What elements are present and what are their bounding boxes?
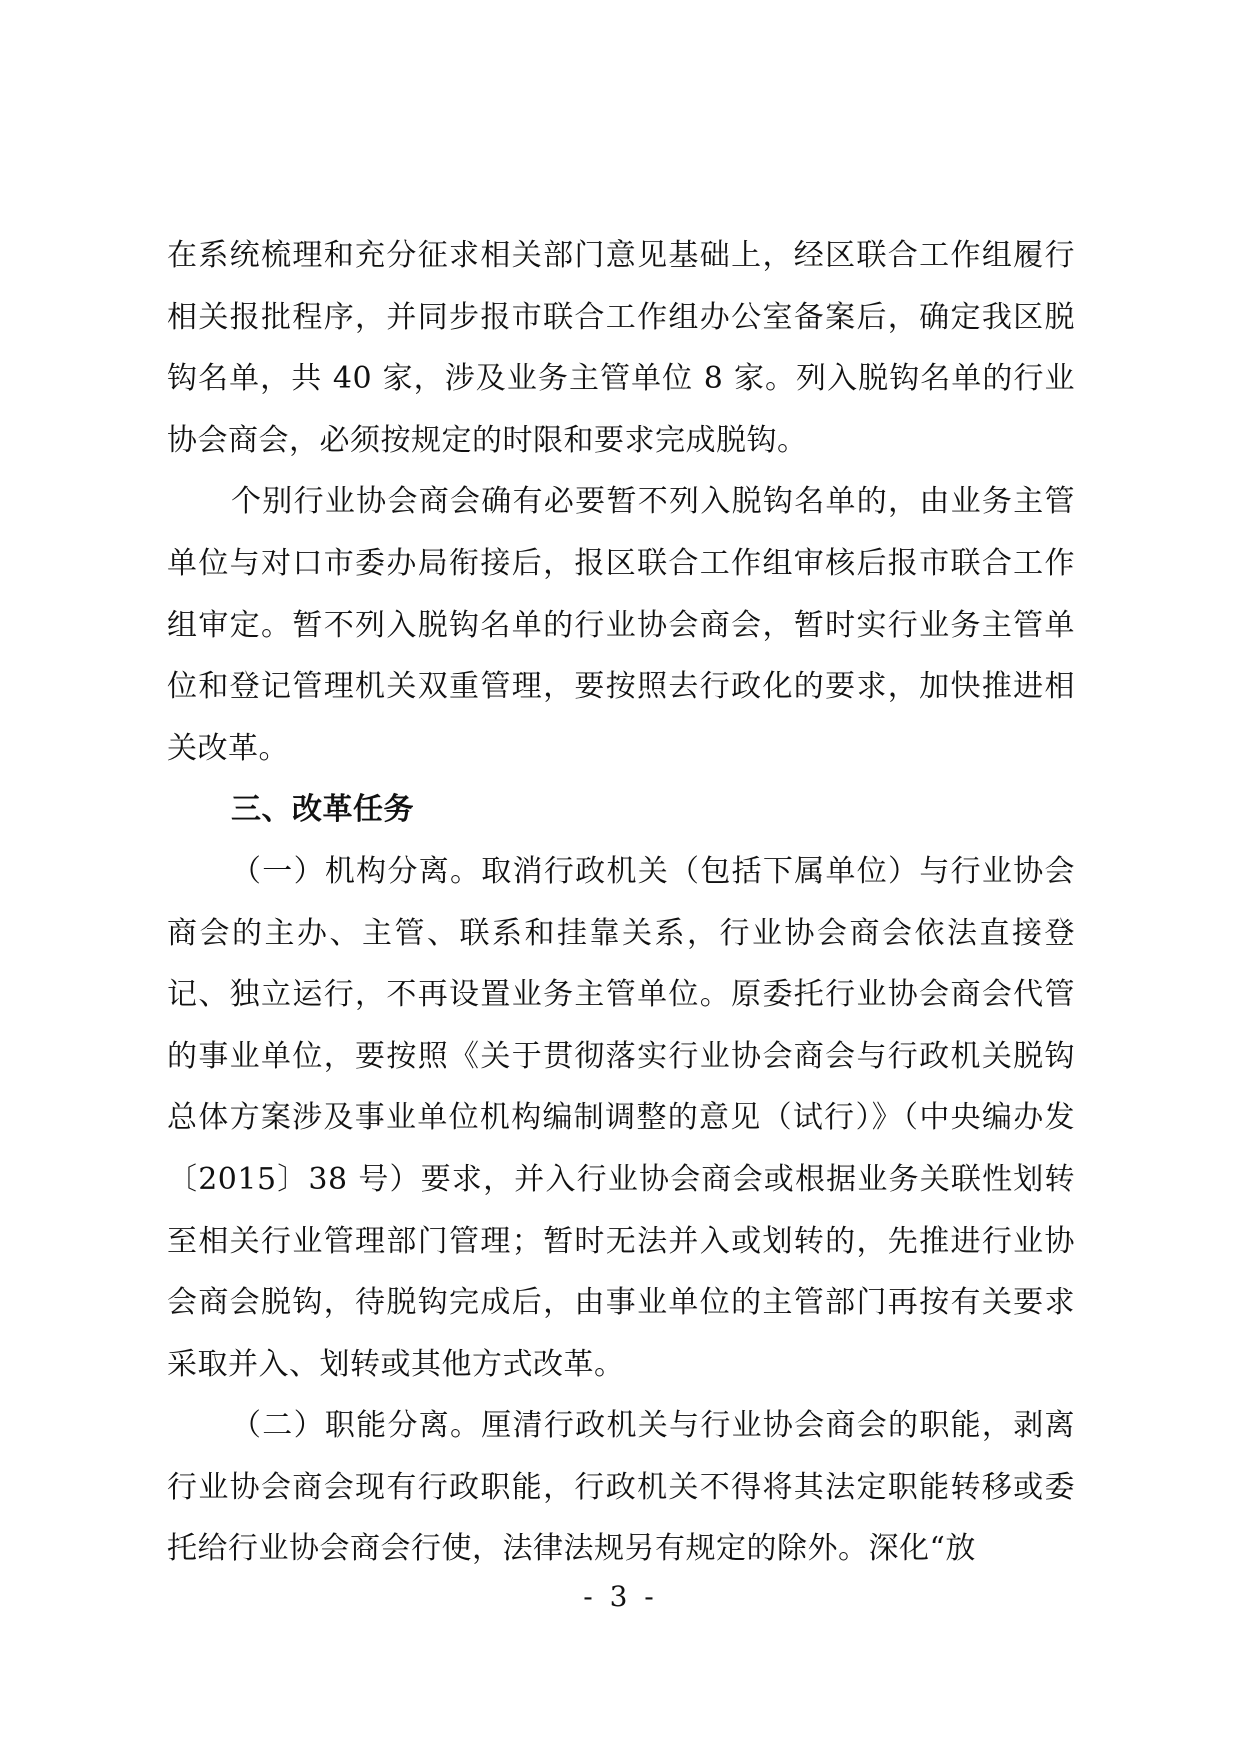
section-heading-reform-tasks: 三、改革任务 bbox=[231, 792, 414, 828]
paragraph-delisting-list: 在系统梳理和充分征求相关部门意见基础上，经区联合工作组履行相关报批程序，并同步报市联合工作组办公室备案后，确定我区脱钩名单，共 40 家，涉及业务主管单位 8 家。列入脱钩名单的行业协会商会，必须按规定的时限和要求完成脱钩。 bbox=[167, 238, 1075, 458]
page-number: - 3 - bbox=[583, 1580, 658, 1613]
paragraph-exceptions: 个别行业协会商会确有必要暂不列入脱钩名单的，由业务主管单位与对口市委办局衔接后，报区联合工作组审核后报市联合工作组审定。暂不列入脱钩名单的行业协会商会，暂时实行业务主管单位和登记管理机关双重管理，要按照去行政化的要求，加快推进相关改革。 bbox=[167, 484, 1075, 766]
document-body bbox=[167, 225, 1075, 1580]
paragraph-institutional-separation: （一）机构分离。取消行政机关（包括下属单位）与行业协会商会的主办、主管、联系和挂靠关系，行业协会商会依法直接登记、独立运行，不再设置业务主管单位。原委托行业协会商会代管的事业单位，要按照《关于贯彻落实行业协会商会与行政机关脱钩总体方案涉及事业单位机构编制调整的意见（试行）》（中央编办发〔2015〕38 号）要求，并入行业协会商会或根据业务关联性划转至相关行业管理部门管理；暂时无法并入或划转的，先推进行业协会商会脱钩，待脱钩完成后，由事业单位的主管部门再按有关要求采取并入、划转或其他方式改革。 bbox=[167, 853, 1075, 1382]
paragraph-functional-separation: （二）职能分离。厘清行政机关与行业协会商会的职能，剥离行业协会商会现有行政职能，行政机关不得将其法定职能转移或委托给行业协会商会行使，法律法规另有规定的除外。深化“放 bbox=[167, 1408, 1075, 1567]
